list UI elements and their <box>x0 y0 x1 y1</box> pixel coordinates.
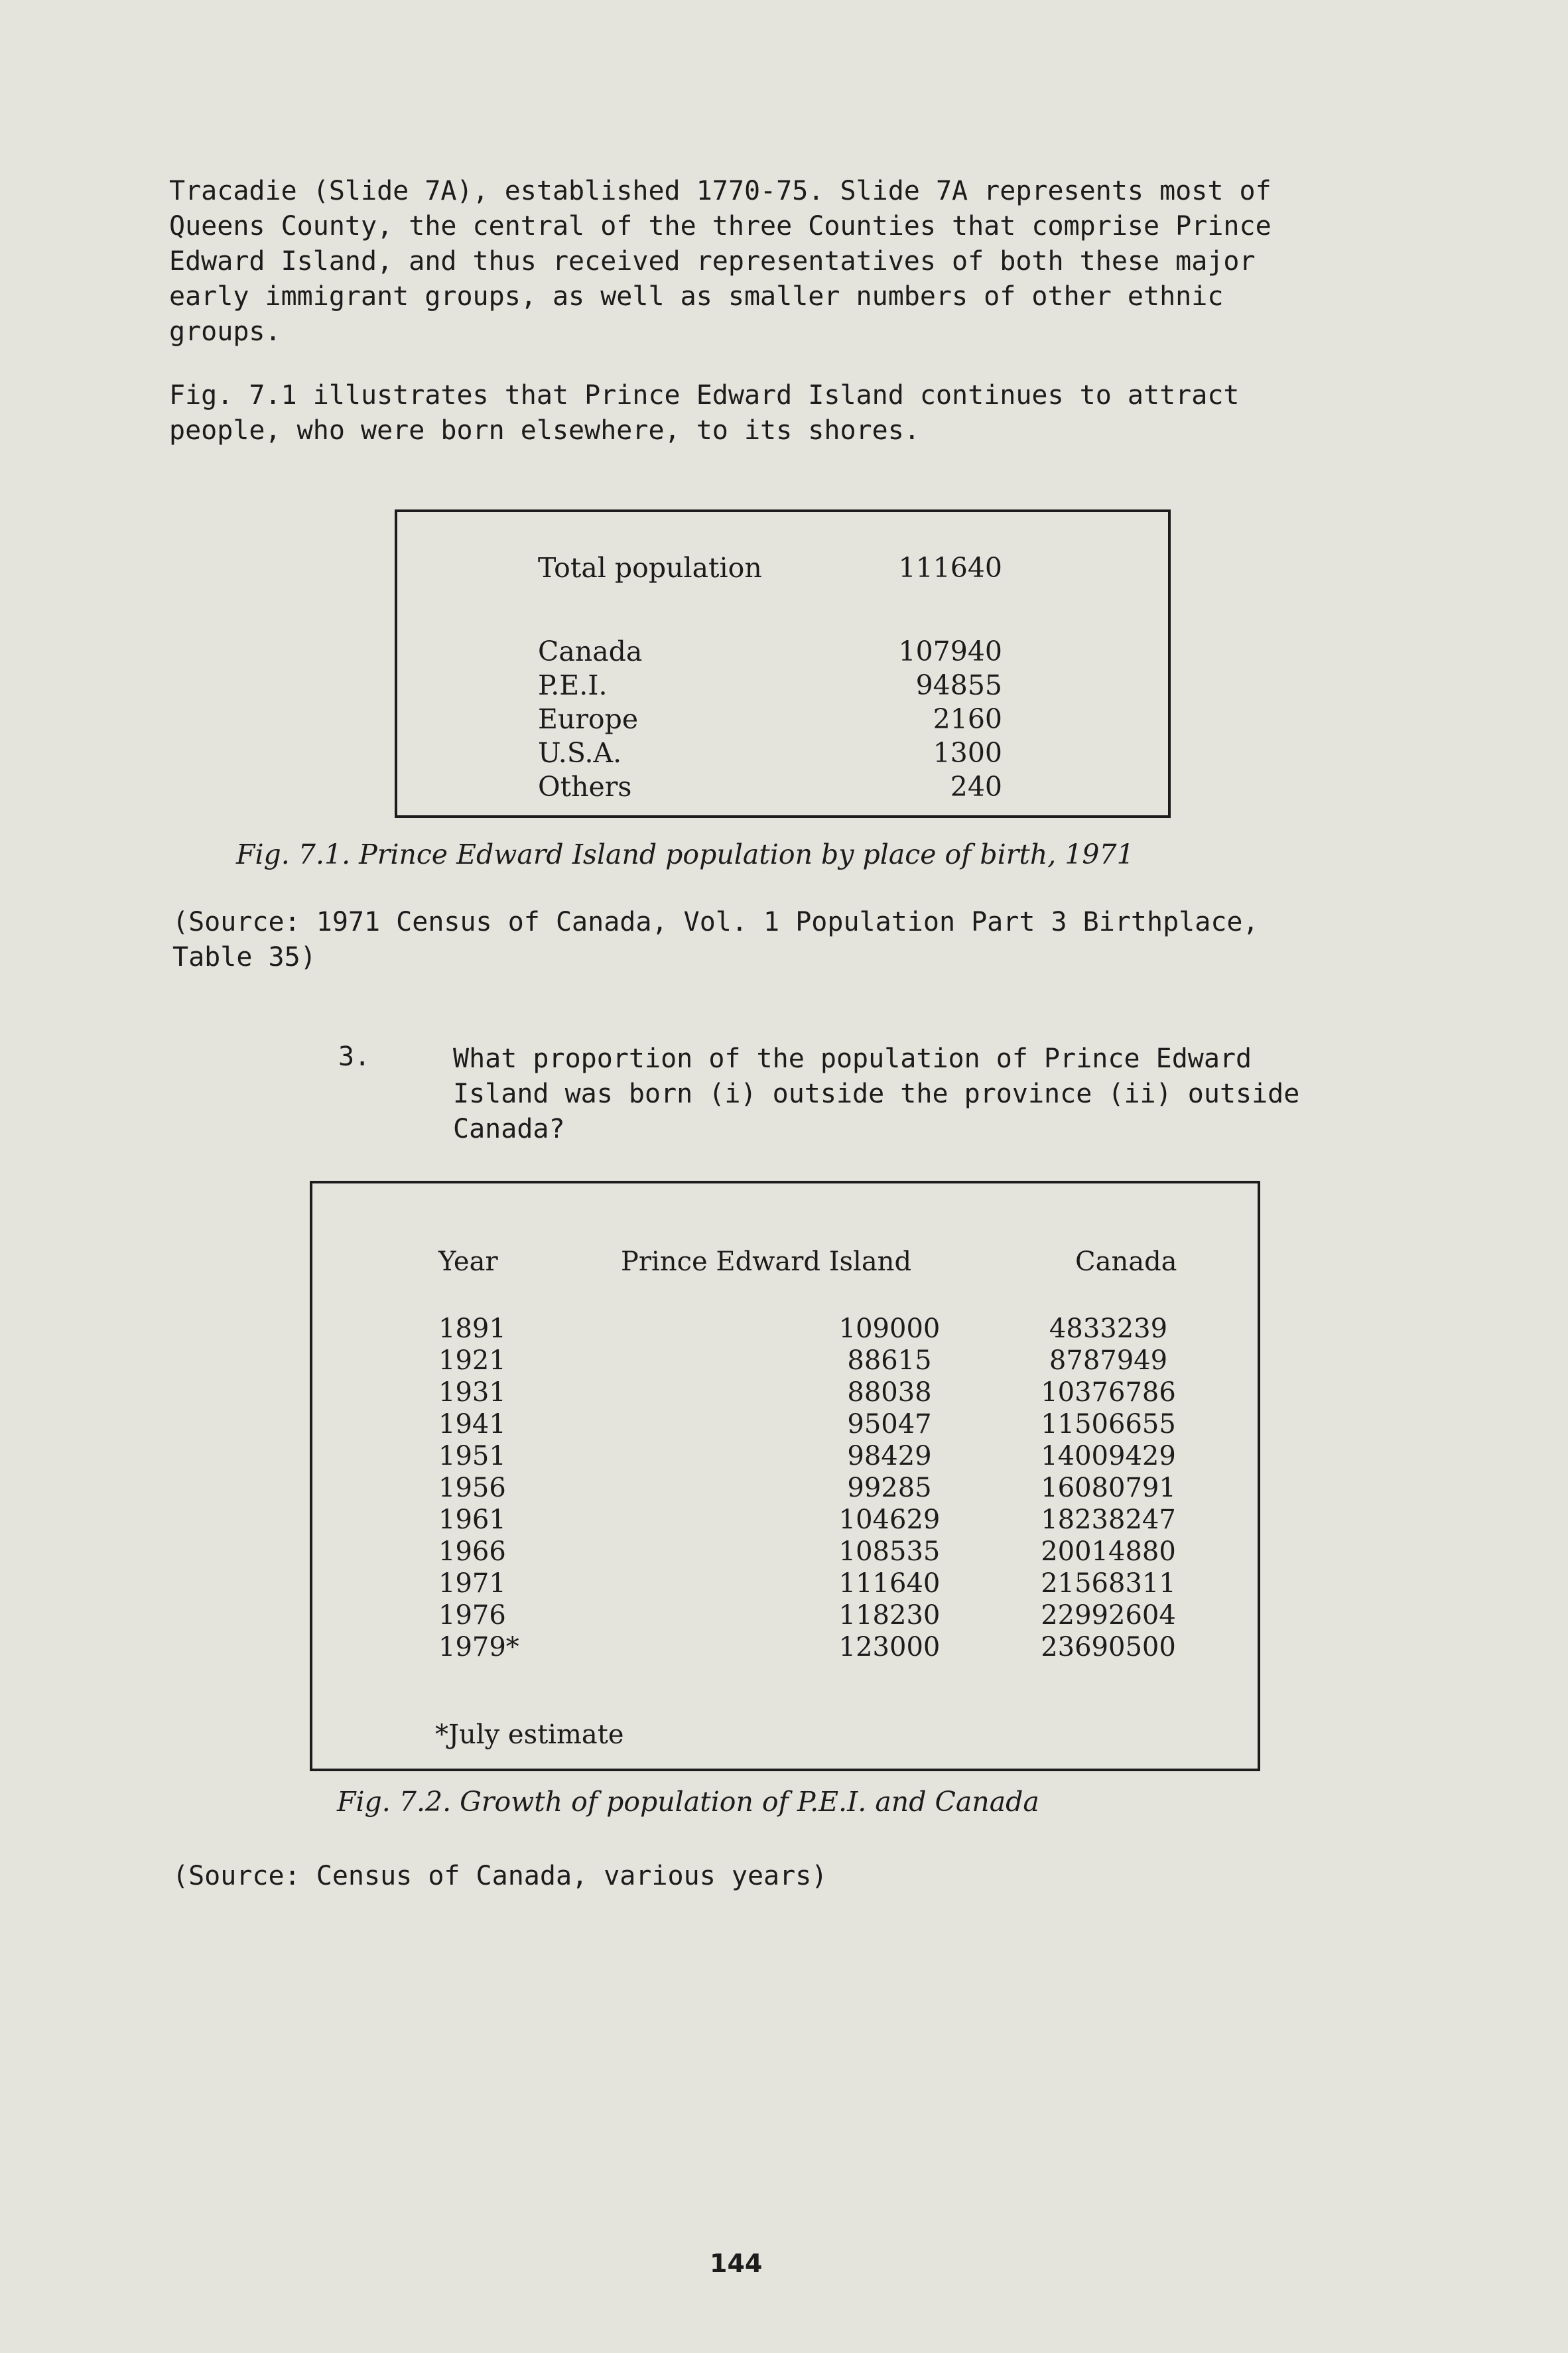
cell-pei: 108535 <box>838 1536 941 1567</box>
table-row <box>312 1536 1258 1568</box>
figure-caption: Fig. 7.1. Prince Edward Island population by place of birth, 1971 <box>236 839 1134 870</box>
table-row <box>312 1441 1258 1473</box>
cell-canada: 20014880 <box>1041 1536 1176 1567</box>
body-paragraph: Tracadie (Slide 7A), established 1770-75. Slide 7A represents most of Queens County, the central of the three Counties that comprise Prince Edward Island, and thus received representatives of both these major early immigrant groups, as well as smaller numbers of other ethnic groups. <box>169 176 1272 347</box>
table-row <box>312 1377 1258 1409</box>
cell-canada: 22992604 <box>1041 1600 1176 1631</box>
cell-pei: 98429 <box>847 1441 932 1471</box>
row-value: 107940 <box>898 636 1002 667</box>
row-label: U.S.A. <box>538 737 622 769</box>
question-text: What proportion of the population of Prince Edward Island was born (i) outside the province (ii) outside Canada? <box>453 1043 1300 1144</box>
table-row <box>312 1313 1258 1345</box>
cell-pei: 99285 <box>847 1473 932 1503</box>
cell-year: 1971 <box>438 1568 506 1599</box>
page-number: 144 <box>710 2249 763 2278</box>
figure-caption: Fig. 7.2. Growth of population of P.E.I. and Canada <box>337 1786 1039 1818</box>
cell-year: 1966 <box>438 1536 506 1567</box>
row-label: P.E.I. <box>538 669 608 701</box>
cell-pei: 118230 <box>838 1600 941 1631</box>
table-row <box>538 636 1002 669</box>
row-label: Canada <box>538 636 643 667</box>
cell-pei: 123000 <box>838 1632 941 1662</box>
question-number: 3. <box>338 1042 371 1072</box>
row-label: Others <box>538 771 632 803</box>
row-value: 240 <box>950 771 1002 803</box>
population-growth-table <box>310 1181 1260 1771</box>
table-row <box>538 771 1002 804</box>
table-row <box>312 1600 1258 1632</box>
cell-year: 1941 <box>438 1409 506 1440</box>
table-row <box>538 737 1002 770</box>
cell-year: 1891 <box>438 1313 506 1344</box>
cell-year: 1931 <box>438 1377 506 1408</box>
cell-canada: 16080791 <box>1041 1473 1176 1503</box>
table-row <box>538 552 1002 585</box>
cell-year: 1951 <box>438 1441 506 1471</box>
cell-pei: 109000 <box>838 1313 941 1344</box>
cell-canada: 23690500 <box>1041 1632 1176 1662</box>
row-value: 111640 <box>898 552 1002 584</box>
row-label: Europe <box>538 703 639 735</box>
cell-pei: 88615 <box>847 1345 932 1376</box>
cell-year: 1979* <box>438 1632 519 1662</box>
source-note: (Source: Census of Canada, various years) <box>172 1861 828 1891</box>
cell-pei: 111640 <box>838 1568 941 1599</box>
table-row <box>538 669 1002 703</box>
cell-canada: 14009429 <box>1041 1441 1176 1471</box>
row-value: 1300 <box>933 737 1002 769</box>
cell-year: 1956 <box>438 1473 506 1503</box>
column-header-pei: Prince Edward Island <box>621 1246 912 1277</box>
table-row <box>312 1345 1258 1377</box>
cell-year: 1921 <box>438 1345 506 1376</box>
row-value: 94855 <box>915 669 1002 701</box>
cell-canada: 18238247 <box>1041 1505 1176 1535</box>
row-value: 2160 <box>933 703 1002 735</box>
cell-pei: 104629 <box>838 1505 941 1535</box>
cell-canada: 21568311 <box>1041 1568 1176 1599</box>
table-row <box>538 703 1002 736</box>
table-row <box>312 1568 1258 1600</box>
cell-pei: 95047 <box>847 1409 932 1440</box>
column-header-canada: Canada <box>1075 1246 1177 1277</box>
column-header-year: Year <box>438 1246 498 1277</box>
table-row <box>312 1473 1258 1505</box>
cell-pei: 88038 <box>847 1377 932 1408</box>
cell-canada: 10376786 <box>1041 1377 1176 1408</box>
table-footnote: *July estimate <box>435 1719 624 1750</box>
cell-year: 1961 <box>438 1505 506 1535</box>
cell-canada: 11506655 <box>1041 1409 1176 1440</box>
birthplace-table <box>395 509 1171 818</box>
table-row <box>312 1505 1258 1536</box>
source-note: (Source: 1971 Census of Canada, Vol. 1 Population Part 3 Birthplace, Table 35) <box>172 907 1259 973</box>
row-label: Total population <box>538 552 762 584</box>
cell-canada: 8787949 <box>1049 1345 1168 1376</box>
body-paragraph: Fig. 7.1 illustrates that Prince Edward Island continues to attract people, who were born elsewhere, to its shores. <box>169 380 1240 446</box>
cell-canada: 4833239 <box>1049 1313 1168 1344</box>
cell-year: 1976 <box>438 1600 506 1631</box>
table-row <box>312 1409 1258 1441</box>
table-row <box>312 1632 1258 1664</box>
